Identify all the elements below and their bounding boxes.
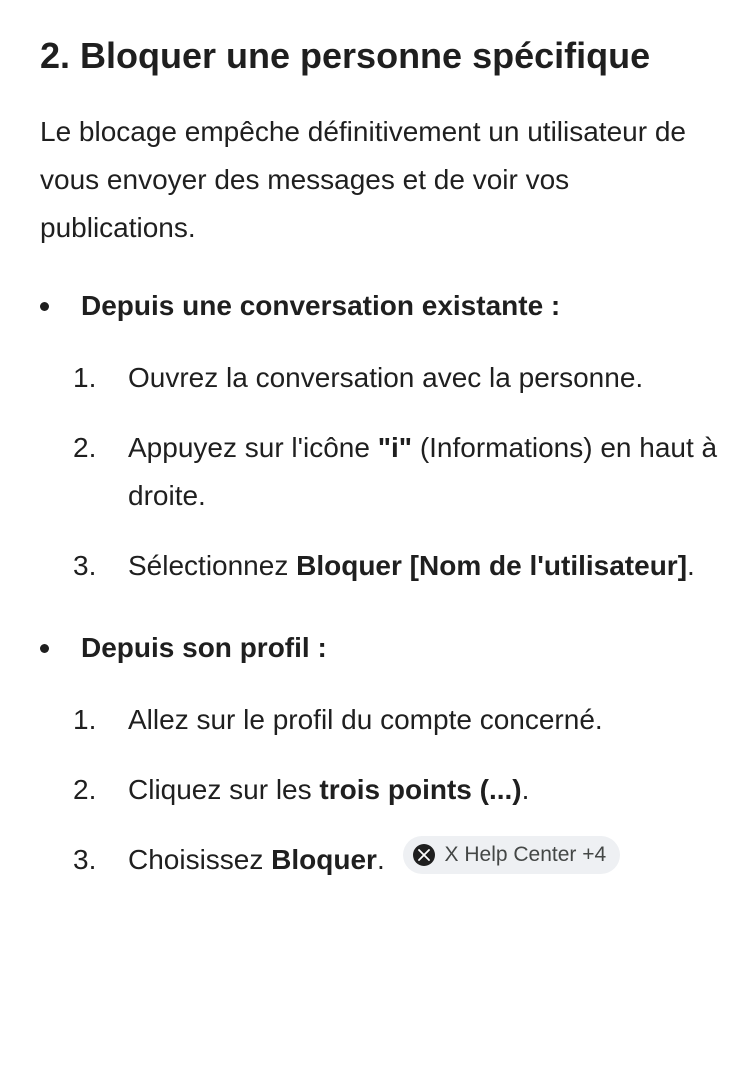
- answer-content: [40, 30, 720, 884]
- steps-list: [40, 696, 720, 884]
- list-item: 2. Appuyez sur l'icône "i" (Informations) en haut à droite.: [73, 432, 718, 511]
- section-title: Depuis une conversation existante :: [40, 282, 720, 330]
- intro-paragraph: Le blocage empêche définitivement un utilisateur de vous envoyer des messages et de voir vos publications.: [40, 116, 686, 243]
- section-title: Depuis son profil :: [40, 624, 720, 672]
- bullet-icon: [40, 302, 49, 311]
- section-conversation: [40, 282, 720, 590]
- section-heading: 2. Bloquer une personne spécifique: [40, 35, 651, 76]
- section-profile: [40, 624, 720, 884]
- source-chip-label: X Help Center +4: [444, 843, 607, 866]
- list-item: 1. Ouvrez la conversation avec la personne.: [73, 362, 644, 393]
- steps-list: [40, 354, 720, 590]
- list-item: 1. Allez sur le profil du compte concerné.: [73, 704, 603, 735]
- list-item: 3. Sélectionnez Bloquer [Nom de l'utilisateur].: [73, 550, 695, 581]
- source-chip[interactable]: [403, 836, 621, 874]
- bullet-icon: [40, 644, 49, 653]
- list-item: 3. Choisissez Bloquer. X Help Center +4: [40, 836, 720, 884]
- x-logo-icon: [413, 844, 435, 866]
- list-item: 2. Cliquez sur les trois points (...).: [73, 774, 530, 805]
